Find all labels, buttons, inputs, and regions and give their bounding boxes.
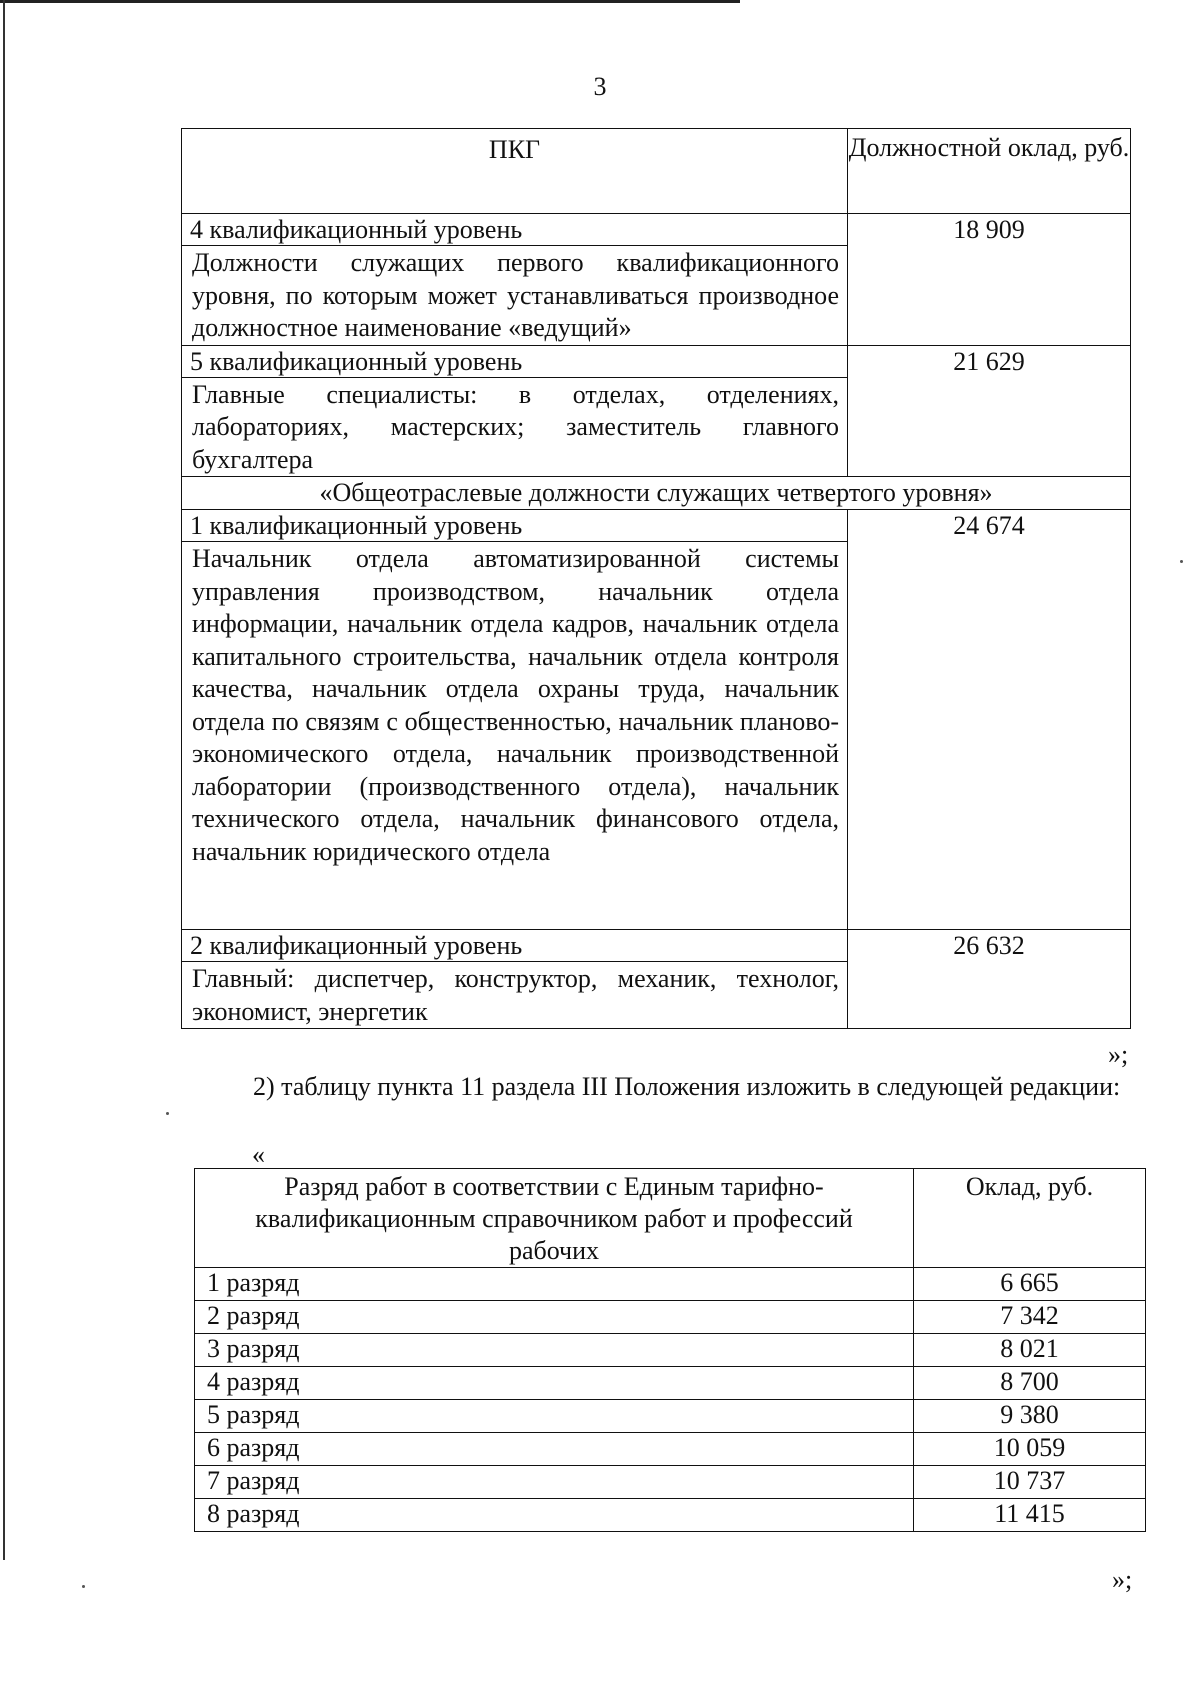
level-description: Должности служащих первого квалификационного уровня, по которым может устанавливаться производное должностное наименование «ведущий» xyxy=(182,246,848,346)
rank-label: 8 разряд xyxy=(195,1499,914,1532)
rank-label: 2 разряд xyxy=(195,1301,914,1334)
rank-label: 1 разряд xyxy=(195,1268,914,1301)
scan-speck xyxy=(1180,560,1183,563)
worker-rank-salary-table xyxy=(194,1168,1146,1532)
rank-salary: 6 665 xyxy=(914,1268,1146,1301)
scan-speck xyxy=(166,1112,169,1115)
rank-label: 3 разряд xyxy=(195,1334,914,1367)
header-rank: Разряд работ в соответствии с Единым тарифно-квалификационным справочником работ и профессий рабочих xyxy=(195,1169,914,1268)
scan-edge-top xyxy=(0,0,740,3)
header-salary: Оклад, руб. xyxy=(914,1169,1146,1268)
header-salary: Должностной оклад, руб. xyxy=(848,129,1131,214)
table-row xyxy=(182,930,1131,962)
amendment-paragraph: 2) таблицу пункта 11 раздела III Положения изложить в следующей редакции: xyxy=(253,1072,1121,1101)
table-row xyxy=(195,1499,1146,1532)
rank-label: 5 разряд xyxy=(195,1400,914,1433)
table-row xyxy=(195,1466,1146,1499)
level-description: Главный: диспетчер, конструктор, механик, технолог, экономист, энергетик xyxy=(182,962,848,1029)
opening-quote: « xyxy=(252,1140,265,1169)
group-title: «Общеотраслевые должности служащих четвертого уровня» xyxy=(182,477,1131,510)
table-row xyxy=(195,1400,1146,1433)
level-description: Начальник отдела автоматизированной системы управления производством, начальник отдела информации, начальник отдела кадров, начальник отдела капитального строительства, начальник отдела контроля качества, начальник отдела охраны труда, начальник отдела по связям с общественностью, начальник планово-экономического отдела, начальник производственной лаборатории (производственного отдела), начальник технического отдела, начальник финансового отдела, начальник юридического отдела xyxy=(182,542,848,930)
table-row xyxy=(195,1301,1146,1334)
rank-label: 6 разряд xyxy=(195,1433,914,1466)
rank-salary: 7 342 xyxy=(914,1301,1146,1334)
table-row xyxy=(182,214,1131,246)
closing-quote: »; xyxy=(1108,1040,1129,1069)
rank-salary: 8 700 xyxy=(914,1367,1146,1400)
rank-salary: 11 415 xyxy=(914,1499,1146,1532)
rank-label: 4 разряд xyxy=(195,1367,914,1400)
scan-speck xyxy=(82,1585,85,1588)
table-header-row xyxy=(182,129,1131,214)
salary-value: 21 629 xyxy=(848,345,1131,477)
rank-label: 7 разряд xyxy=(195,1466,914,1499)
level-label: 1 квалификационный уровень xyxy=(182,510,848,542)
group-title-row xyxy=(182,477,1131,510)
level-description: Главные специалисты: в отделах, отделениях, лабораториях, мастерских; заместитель главного бухгалтера xyxy=(182,377,848,477)
rank-salary: 8 021 xyxy=(914,1334,1146,1367)
rank-salary: 10 737 xyxy=(914,1466,1146,1499)
table-row xyxy=(195,1433,1146,1466)
level-label: 5 квалификационный уровень xyxy=(182,345,848,377)
page-number: 3 xyxy=(593,72,607,101)
rank-salary: 10 059 xyxy=(914,1433,1146,1466)
table-row xyxy=(195,1268,1146,1301)
salary-value: 24 674 xyxy=(848,510,1131,930)
header-pkg: ПКГ xyxy=(182,129,848,214)
position-salary-table xyxy=(181,128,1131,1029)
salary-value: 18 909 xyxy=(848,214,1131,346)
closing-quote: »; xyxy=(1112,1565,1133,1594)
table-header-row xyxy=(195,1169,1146,1268)
table-row xyxy=(182,345,1131,377)
rank-salary: 9 380 xyxy=(914,1400,1146,1433)
table-row xyxy=(195,1367,1146,1400)
level-label: 4 квалификационный уровень xyxy=(182,214,848,246)
table-row xyxy=(182,510,1131,542)
salary-value: 26 632 xyxy=(848,930,1131,1029)
table-row xyxy=(195,1334,1146,1367)
scan-edge-left xyxy=(3,0,5,1560)
level-label: 2 квалификационный уровень xyxy=(182,930,848,962)
